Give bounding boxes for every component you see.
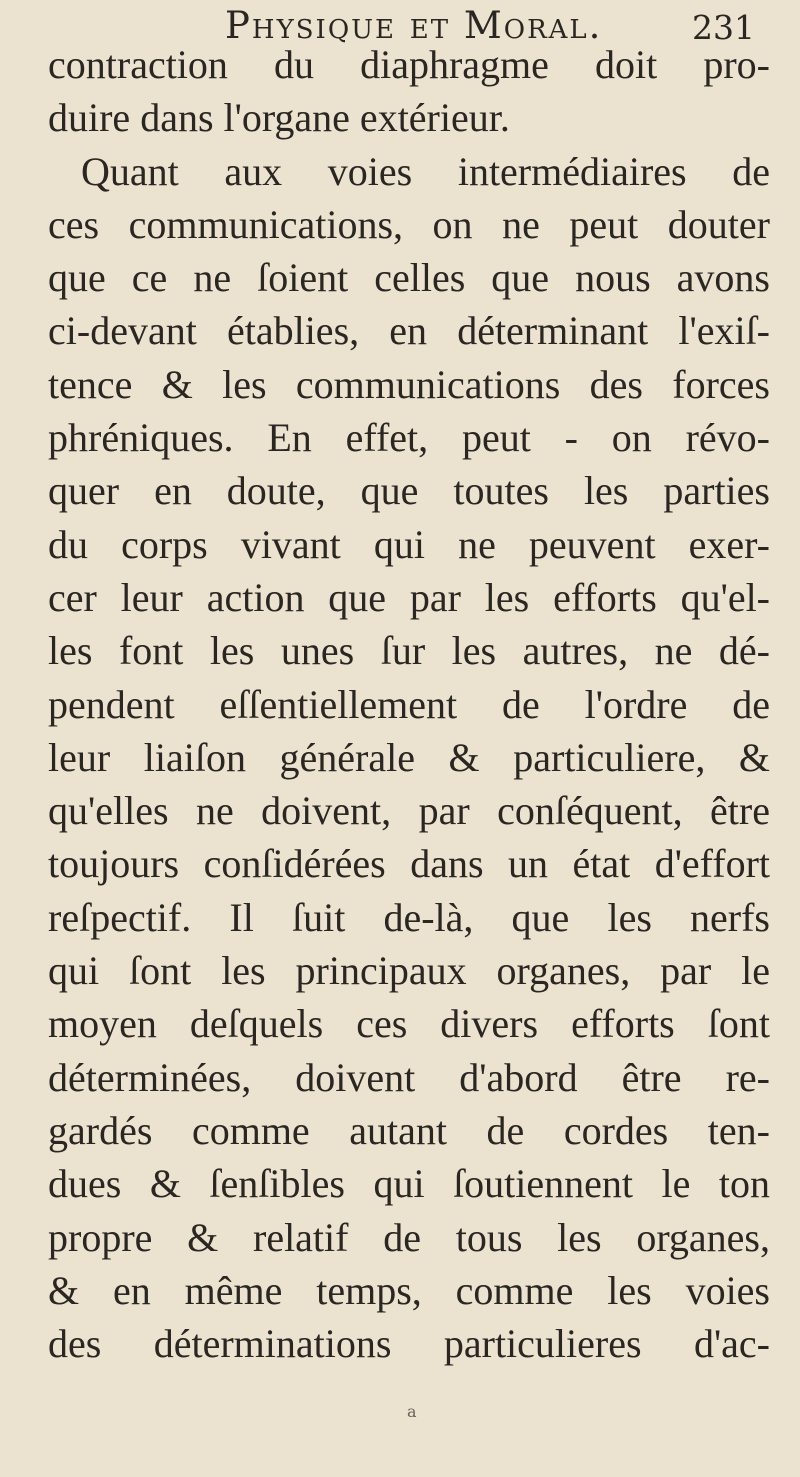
text-line: leur liaiſon générale & particuliere, & bbox=[48, 734, 770, 780]
text-line: pendent eſſentiellement de l'ordre de bbox=[48, 681, 770, 727]
text-line: duire dans l'organe extérieur. bbox=[48, 95, 510, 141]
text-line: que ce ne ſoient celles que nous avons bbox=[48, 255, 770, 301]
text-line: qui ſont les principaux organes, par le bbox=[48, 948, 770, 994]
text-line: les font les unes ſur les autres, ne dé- bbox=[48, 628, 770, 674]
text-line: dues & ſenſibles qui ſoutiennent le ton bbox=[48, 1161, 770, 1207]
page-number: 231 bbox=[692, 8, 755, 47]
text-line: du corps vivant qui ne peuvent exer- bbox=[48, 521, 770, 567]
text-line: des déterminations particulieres d'ac- bbox=[48, 1321, 770, 1367]
text-line: déterminées, doivent d'abord être re- bbox=[48, 1054, 770, 1100]
text-line: ces communications, on ne peut douter bbox=[48, 201, 770, 247]
text-line: cer leur action que par les efforts qu'el- bbox=[48, 574, 770, 620]
text-line: qu'elles ne doivent, par conſéquent, être bbox=[48, 788, 770, 834]
text-line: tence & les communications des forces bbox=[48, 361, 770, 407]
text-line: reſpectif. Il ſuit de-là, que les nerfs bbox=[48, 894, 770, 940]
text-line: gardés comme autant de cordes ten- bbox=[48, 1107, 770, 1153]
running-title: Physique et Moral. bbox=[225, 4, 603, 47]
text-line: contraction du diaphragme doit pro- bbox=[48, 42, 770, 87]
signature-mark: a bbox=[407, 1402, 417, 1421]
text-line: quer en doute, que toutes les parties bbox=[48, 468, 770, 514]
text-line: Quant aux voies intermédiaires de bbox=[81, 148, 770, 194]
text-line: & en même temps, comme les voies bbox=[48, 1267, 770, 1313]
body-text bbox=[48, 38, 770, 1370]
text-line: toujours conſidérées dans un état d'effort bbox=[48, 841, 770, 887]
text-line: phréniques. En effet, peut - on révo- bbox=[48, 415, 770, 461]
text-line: moyen deſquels ces divers efforts ſont bbox=[48, 1001, 770, 1047]
text-line: ci-devant établies, en déterminant l'exiſ- bbox=[48, 308, 770, 354]
text-line: propre & relatif de tous les organes, bbox=[48, 1214, 770, 1260]
